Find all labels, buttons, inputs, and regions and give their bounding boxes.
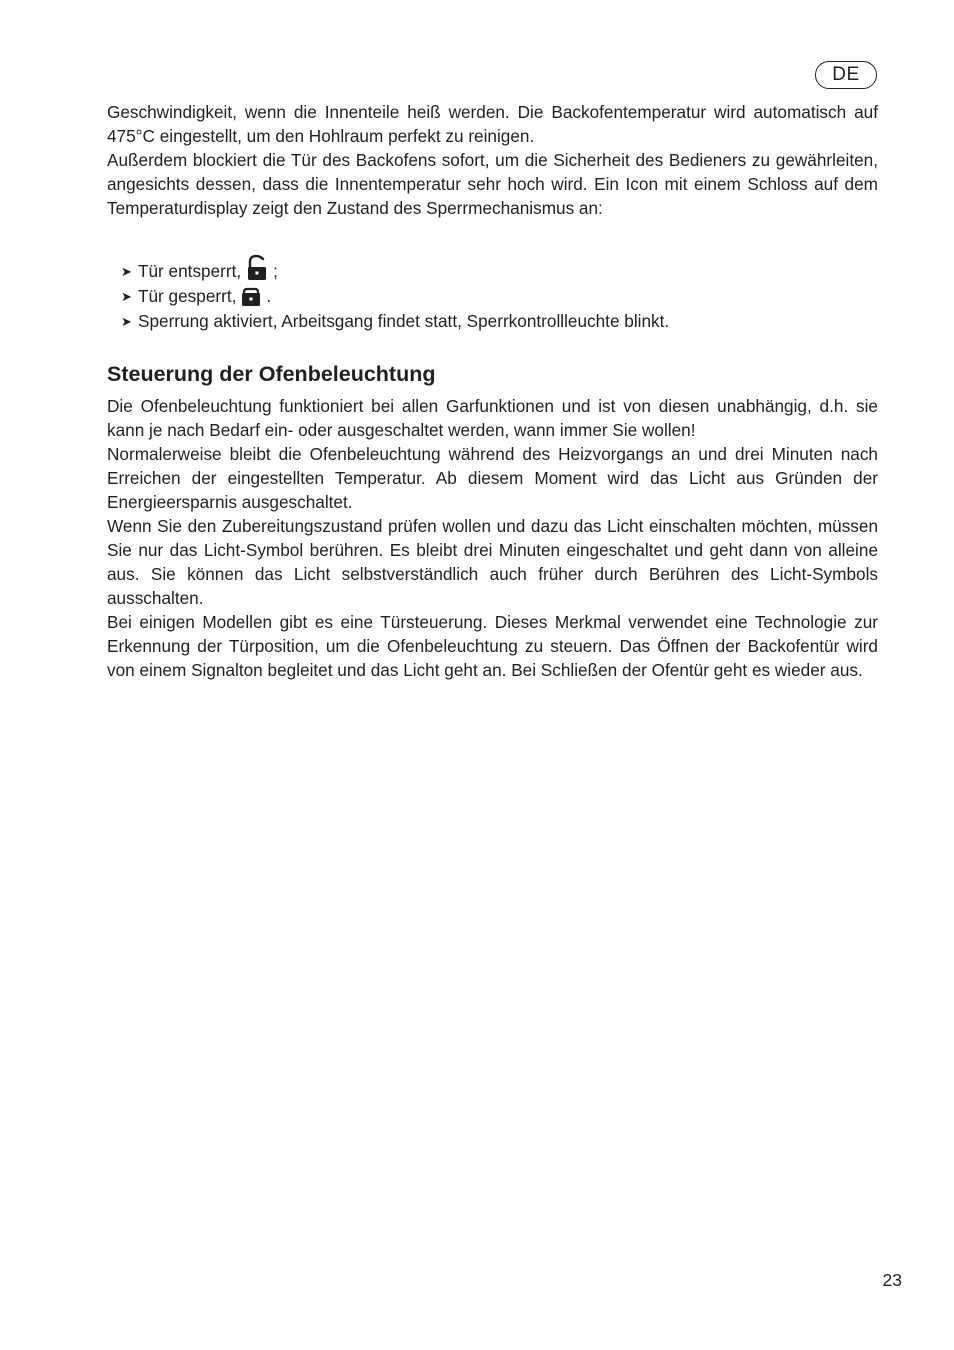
language-badge: DE — [815, 61, 877, 89]
intro-paragraph-2: Außerdem blockiert die Tür des Backofens sofort, um die Sicherheit des Bedieners zu gewährleiten, angesichts dessen, dass die Innentemperatur sehr hoch wird. Ein Icon mit einem Schloss auf dem Temperaturdisplay zeigt den Zustand des Sperrmechanismus an: — [107, 150, 878, 218]
arrow-bullet-icon: ➤ — [121, 264, 132, 279]
list-item — [121, 254, 878, 284]
unlocked-padlock-icon — [245, 254, 269, 282]
bullet-suffix: . — [266, 286, 272, 306]
bullet-text-unlocked: Tür entsperrt, — [138, 261, 242, 281]
list-item — [121, 309, 878, 334]
section-paragraph-2: Normalerweise bleibt die Ofenbeleuchtung während des Heizvorgangs an und drei Minuten nach Erreichen der eingestellten Temperatur. Ab diesem Moment wird das Licht aus Gründen der Energieersparnis ausgeschaltet. — [107, 444, 878, 512]
arrow-bullet-icon: ➤ — [121, 289, 132, 304]
page-number: 23 — [882, 1270, 902, 1290]
section-heading: Steuerung der Ofenbeleuchtung — [107, 362, 436, 386]
page-content — [107, 100, 878, 682]
locked-padlock-icon — [240, 287, 262, 307]
bullet-text-active: Sperrung aktiviert, Arbeitsgang findet statt, Sperrkontrollleuchte blinkt. — [138, 311, 670, 331]
bullet-text-locked: Tür gesperrt, — [138, 286, 237, 306]
arrow-bullet-icon: ➤ — [121, 314, 132, 329]
section-paragraph-3: Wenn Sie den Zubereitungszustand prüfen wollen und dazu das Licht einschalten möchten, müssen Sie nur das Licht-Symbol berühren. Es bleibt drei Minuten eingeschaltet und geht dann von alleine aus. Sie können das Licht selbstverständlich auch früher durch Berühren des Licht-Symbols ausschalten. — [107, 516, 878, 608]
intro-paragraph-1: Geschwindigkeit, wenn die Innenteile heiß werden. Die Backofentemperatur wird automatisch auf 475°C eingestellt, um den Hohlraum perfekt zu reinigen. — [107, 102, 878, 146]
bullet-suffix: ; — [273, 261, 278, 281]
list-item — [121, 284, 878, 309]
section-paragraph-4: Bei einigen Modellen gibt es eine Türsteuerung. Dieses Merkmal verwendet eine Technologie zur Erkennung der Türposition, um die Ofenbeleuchtung zu steuern. Das Öffnen der Backofentür wird von einem Signalton begleitet und das Licht geht an. Bei Schließen der Ofentür geht es wieder aus. — [107, 612, 878, 680]
section-paragraph-1: Die Ofenbeleuchtung funktioniert bei allen Garfunktionen und ist von diesen unabhängig, d.h. sie kann je nach Bedarf ein- oder ausgeschaltet werden, wann immer Sie wollen! — [107, 396, 878, 440]
lock-state-list — [107, 254, 878, 334]
